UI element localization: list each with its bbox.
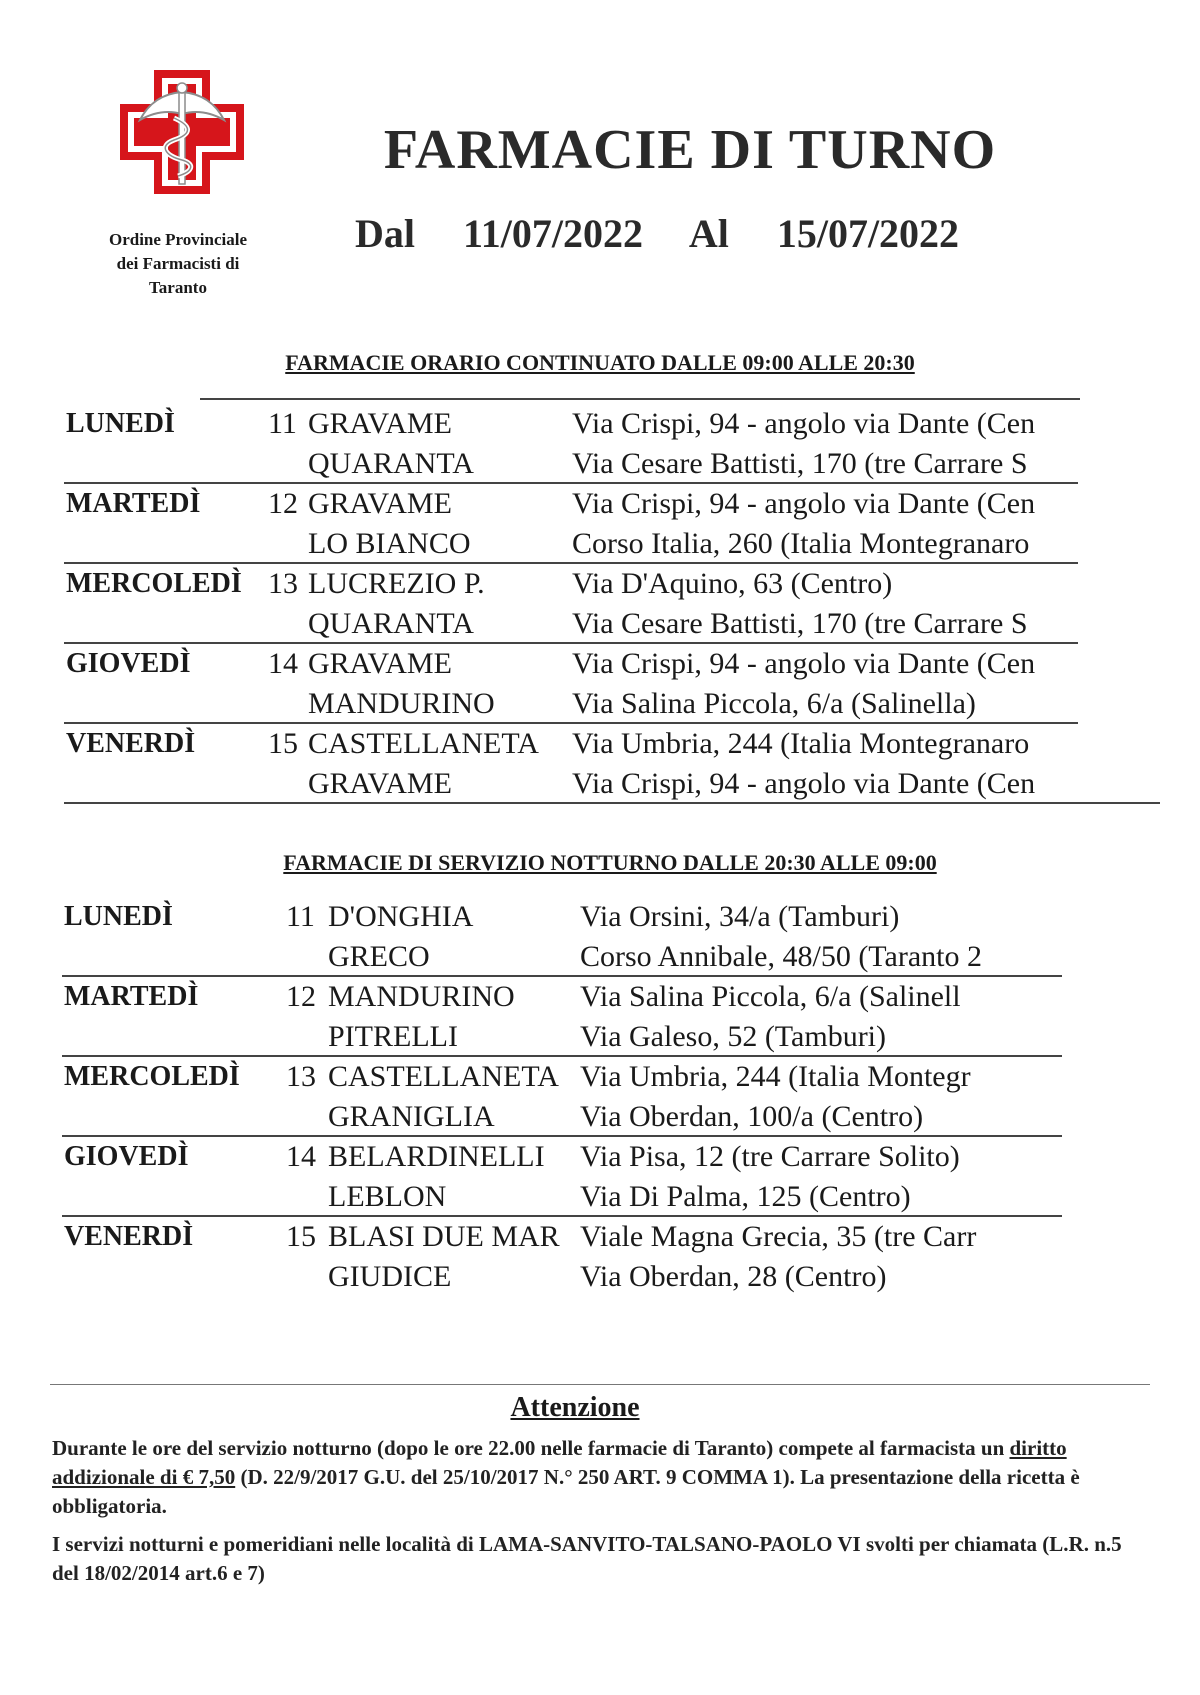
pharmacy-address: Via Crispi, 94 - angolo via Dante (Cen (572, 647, 1036, 680)
group-divider (64, 802, 1160, 804)
day-name: GIOVEDÌ (66, 648, 191, 679)
table-row (64, 1257, 1064, 1297)
pharmacy-name: CASTELLANETA (308, 727, 539, 760)
day-name: LUNEDÌ (66, 408, 175, 439)
pharmacy-address: Via Salina Piccola, 6/a (Salinella) (572, 687, 976, 720)
pharmacy-name: PITRELLI (328, 1020, 458, 1053)
pharmacy-address: Via Crispi, 94 - angolo via Dante (Cen (572, 487, 1036, 520)
pharmacy-address: Via Cesare Battisti, 170 (tre Carrare S (572, 607, 1028, 640)
pharmacy-address: Via Oberdan, 28 (Centro) (580, 1260, 887, 1293)
pharmacy-name: MANDURINO (308, 687, 495, 720)
day-name: VENERDÌ (66, 728, 196, 759)
table-row (66, 644, 1080, 684)
pharmacy-name: GRAVAME (308, 647, 452, 680)
notice-paragraph-2: I servizi notturni e pomeridiani nelle località di LAMA-SANVITO-TALSANO-PAOLO VI svolti per chiamata (L.R. n.5 del 18/02/2014 art.6 e 7) (52, 1532, 1122, 1585)
table-row (66, 524, 1080, 564)
day-number: 13 (286, 1060, 316, 1093)
period-range (355, 210, 997, 257)
pharmacy-name: GRAVAME (308, 767, 452, 800)
day-name: LUNEDÌ (64, 901, 173, 932)
org-line-3: Taranto (149, 278, 207, 297)
table-row (64, 1017, 1064, 1057)
day-number: 14 (286, 1140, 316, 1173)
pharmacy-address: Via D'Aquino, 63 (Centro) (572, 567, 893, 600)
pharmacy-name: LEBLON (328, 1180, 447, 1213)
pharmacy-address: Via Crispi, 94 - angolo via Dante (Cen (572, 407, 1036, 440)
notice-paragraph-1 (52, 1434, 1132, 1521)
day-number: 11 (286, 900, 315, 933)
day-name: VENERDÌ (64, 1221, 194, 1252)
pharmacy-address: Via Oberdan, 100/a (Centro) (580, 1100, 924, 1133)
pharmacy-address: Via Cesare Battisti, 170 (tre Carrare S (572, 447, 1028, 480)
day-name: MARTEDÌ (64, 981, 199, 1012)
pharmacy-address: Via Orsini, 34/a (Tamburi) (580, 900, 900, 933)
notice-p1-a: Durante le ore del servizio notturno (dopo le ore 22.00 nelle farmacie di Taranto) compete al farmacista un (52, 1436, 1005, 1460)
day-section-top-rule (200, 398, 1080, 400)
table-row (66, 684, 1080, 724)
day-name: MERCOLEDÌ (66, 568, 242, 599)
pharmacy-address: Via Pisa, 12 (tre Carrare Solito) (580, 1140, 960, 1173)
day-number: 14 (268, 647, 298, 680)
table-row (66, 404, 1080, 444)
pharmacy-name: CASTELLANETA (328, 1060, 559, 1093)
table-row (66, 484, 1080, 524)
page-title: FARMACIE DI TURNO (383, 119, 997, 181)
pharmacy-name: LUCREZIO P. (308, 567, 485, 600)
table-row (64, 897, 1064, 937)
day-number: 11 (268, 407, 297, 440)
table-row (66, 564, 1080, 604)
table-row (64, 1057, 1064, 1097)
notice-top-rule (50, 1384, 1150, 1385)
day-name: MARTEDÌ (66, 488, 201, 519)
day-number: 15 (268, 727, 298, 760)
night-section-heading: FARMACIE DI SERVIZIO NOTTURNO DALLE 20:30 ALLE 09:00 (283, 850, 937, 875)
day-number: 15 (286, 1220, 316, 1253)
pharmacy-address: Via Salina Piccola, 6/a (Salinell (580, 980, 961, 1013)
pharmacy-name: GRAVAME (308, 487, 452, 520)
pharmacy-cross-logo (118, 68, 246, 196)
day-name: MERCOLEDÌ (64, 1061, 240, 1092)
notice-p1-b: (D. 22/9/2017 G.U. del 25/10/2017 N.° 250 ART. 9 COMMA 1). La presentazione della ricetta è obbligatoria. (52, 1465, 1080, 1518)
notice-title: Attenzione (510, 1392, 640, 1423)
table-row (66, 604, 1080, 644)
org-line-2: dei Farmacisti di (116, 254, 240, 273)
pharmacy-name: BELARDINELLI (328, 1140, 545, 1173)
organization-name (78, 228, 278, 300)
period-to-date: 15/07/2022 (776, 211, 960, 256)
pharmacy-name: GRECO (328, 940, 430, 973)
day-number: 12 (286, 980, 316, 1013)
pharmacy-name: LO BIANCO (308, 527, 471, 560)
pharmacy-address: Via Di Palma, 125 (Centro) (580, 1180, 911, 1213)
pharmacy-name: QUARANTA (308, 447, 474, 480)
table-row (66, 724, 1080, 764)
pharmacy-address: Corso Annibale, 48/50 (Taranto 2 (580, 940, 982, 973)
table-row (64, 1217, 1064, 1257)
table-row (64, 1097, 1064, 1137)
table-row (66, 444, 1080, 484)
pharmacy-address: Via Crispi, 94 - angolo via Dante (Cen (572, 767, 1036, 800)
pharmacy-address: Via Galeso, 52 (Tamburi) (580, 1020, 887, 1053)
pharmacy-name: QUARANTA (308, 607, 474, 640)
pharmacy-address: Via Umbria, 244 (Italia Montegranaro (572, 727, 1030, 760)
pharmacy-name: GRANIGLIA (328, 1100, 495, 1133)
pharmacy-name: GRAVAME (308, 407, 452, 440)
pharmacy-address: Viale Magna Grecia, 35 (tre Carr (580, 1220, 977, 1253)
org-line-1: Ordine Provinciale (108, 230, 248, 249)
table-row (64, 937, 1064, 977)
pharmacy-name: D'ONGHIA (328, 900, 474, 933)
pharmacy-name: GIUDICE (328, 1260, 452, 1293)
period-from-label: Dal (355, 211, 415, 256)
day-number: 12 (268, 487, 298, 520)
table-row (66, 764, 1080, 804)
day-name: GIOVEDÌ (64, 1141, 189, 1172)
pharmacy-address: Corso Italia, 260 (Italia Montegranaro (572, 527, 1030, 560)
pharmacy-name: MANDURINO (328, 980, 515, 1013)
period-to-label: Al (688, 211, 729, 256)
day-number: 13 (268, 567, 298, 600)
period-from-date: 11/07/2022 (463, 211, 644, 256)
table-row (64, 1137, 1064, 1177)
table-row (64, 977, 1064, 1017)
notice-p1-emph: diritto addizionale di € 7,50 (52, 1436, 1067, 1489)
table-row (64, 1177, 1064, 1217)
pharmacy-address: Via Umbria, 244 (Italia Montegr (580, 1060, 971, 1093)
day-section-heading: FARMACIE ORARIO CONTINUATO DALLE 09:00 ALLE 20:30 (285, 350, 915, 375)
pharmacy-name: BLASI DUE MAR (328, 1220, 560, 1253)
